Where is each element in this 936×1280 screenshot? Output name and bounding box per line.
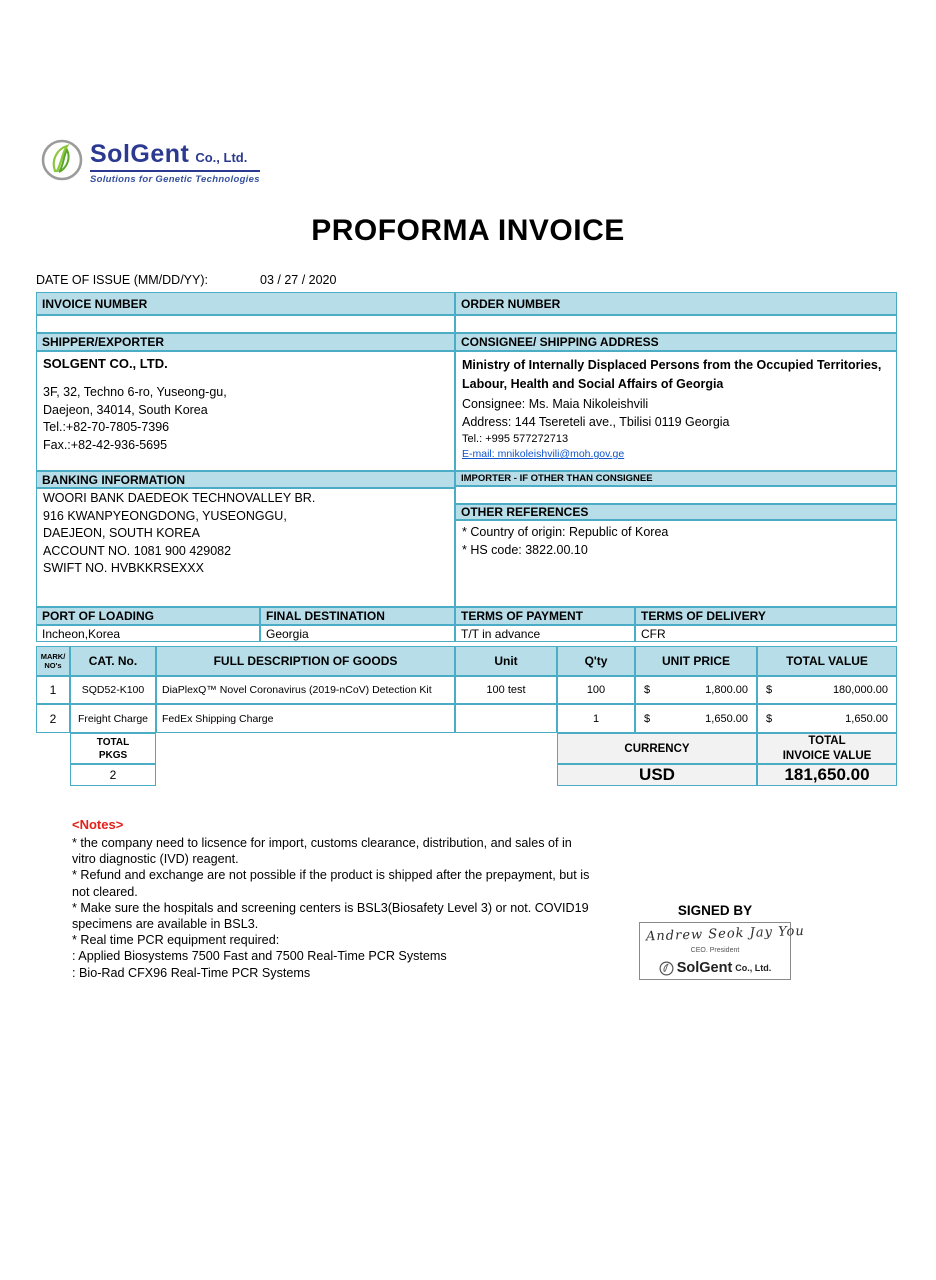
signer-role: CEO. President [690,946,740,954]
invoice-number-value [36,315,455,333]
row1-description: DiaPlexQ™ Novel Coronavirus (2019-nCoV) Detection Kit [156,676,455,704]
hs-code: * HS code: 3822.00.10 [462,543,588,557]
row2-unit-price-amount: 1,650.00 [705,712,748,725]
consignee-name: Ministry of Internally Displaced Persons from the Occupied Territories, Labour, Health and Social Affairs of Georgia [462,358,882,391]
row1-unit-price [635,676,757,704]
importer-header: IMPORTER - IF OTHER THAN CONSIGNEE [455,471,897,486]
consignee-contact: Consignee: Ms. Maia Nikoleishvili [462,397,649,411]
row2-unit-price-currency: $ [644,712,651,725]
row1-total-value [757,676,897,704]
row1-unit-price-amount: 1,800.00 [705,684,748,696]
terms-of-payment-value: T/T in advance [455,625,635,642]
order-number-header: ORDER NUMBER [455,292,897,315]
date-of-issue-value: 03 / 27 / 2020 [260,273,337,287]
company-logo [40,138,260,185]
note-line: * the company need to licsence for import, customs clearance, distribution, and sales of in [72,836,572,850]
col-header-unit-price: UNIT PRICE [635,646,757,676]
stamp-logo [646,960,784,976]
consignee-tel: Tel.: +995 577272713 [462,433,569,445]
total-invoice-label-line1: TOTAL [808,735,846,748]
col-header-total-value: TOTAL VALUE [757,646,897,676]
logo-text [90,138,260,185]
consignee-email-link[interactable]: E-mail: mnikoleishvili@moh.gov.ge [462,448,625,460]
bank-account-no: ACCOUNT NO. 1081 900 429082 [43,543,232,558]
port-of-loading-header: PORT OF LOADING [36,607,260,625]
note-line: vitro diagnostic (IVD) reagent. [72,852,239,867]
notes-title: <Notes> [72,817,124,832]
shipper-header: SHIPPER/EXPORTER [36,333,455,351]
total-invoice-value: 181,650.00 [757,764,897,786]
shipper-name: SOLGENT CO., LTD. [43,356,168,371]
stamp-logo-icon [659,961,674,976]
col-header-mark-line2: NO's [44,661,62,670]
final-destination-value: Georgia [260,625,455,642]
consignee-details [455,351,897,471]
total-pkgs-label [70,733,156,764]
total-pkgs-value: 2 [70,764,156,786]
total-invoice-value-label [757,733,897,764]
handwritten-signature: Andrew Seok Jay You [645,923,805,945]
other-references-details [455,520,897,607]
order-number-value [455,315,897,333]
date-of-issue-label: DATE OF ISSUE (MM/DD/YY): [36,273,208,287]
currency-value: USD [557,764,757,786]
invoice-number-header: INVOICE NUMBER [36,292,455,315]
date-of-issue-row [36,273,336,287]
col-header-unit: Unit [455,646,557,676]
terms-of-delivery-header: TERMS OF DELIVERY [635,607,897,625]
bank-address-2: DAEJEON, SOUTH KOREA [43,526,200,540]
row2-unit-price [635,704,757,733]
total-invoice-label-line2: INVOICE VALUE [782,749,872,762]
signature-section [639,903,805,980]
row2-total-value [757,704,897,733]
banking-details [36,488,455,607]
logo-suffix: Co., Ltd. [195,150,248,165]
consignee-address: Address: 144 Tsereteli ave., Tbilisi 0119 Georgia [462,414,730,429]
banking-header: BANKING INFORMATION [36,471,455,488]
goods-table-row [36,676,897,704]
solgent-leaf-icon [40,138,84,182]
consignee-header: CONSIGNEE/ SHIPPING ADDRESS [455,333,897,351]
shipper-tel: Tel.:+82-70-7805-7396 [43,420,170,434]
col-header-mark-no [36,646,70,676]
note-line: * Refund and exchange are not possible if the product is shipped after the prepayment, but is [72,868,590,883]
shipper-address-1: 3F, 32, Techno 6-ro, Yuseong-gu, [43,385,227,399]
bank-name: WOORI BANK DAEDEOK TECHNOVALLEY BR. [43,491,316,505]
row2-total-amount: 1,650.00 [845,712,888,725]
page-title: PROFORMA INVOICE [311,214,625,247]
row1-total-currency: $ [766,684,773,696]
stamp-company-suffix: Co., Ltd. [735,963,772,973]
terms-of-delivery-value: CFR [635,625,897,642]
signed-by-label: SIGNED BY [677,903,753,918]
row2-total-currency: $ [766,712,773,725]
other-references-header: OTHER REFERENCES [455,504,897,520]
logo-name: SolGent [90,140,190,168]
row2-mark-no: 2 [36,704,70,733]
goods-table-header [36,646,897,676]
col-header-qty: Q'ty [557,646,635,676]
terms-of-payment-header: TERMS OF PAYMENT [455,607,635,625]
bank-swift-no: SWIFT NO. HVBKKRSEXXX [43,561,204,575]
note-line: : Applied Biosystems 7500 Fast and 7500 Real-Time PCR Systems [72,949,447,964]
row1-cat-no: SQD52-K100 [70,676,156,704]
signature-stamp-box [639,922,805,980]
shipper-details [36,351,455,471]
invoice-body [36,292,897,786]
row1-qty: 100 [557,676,635,704]
currency-label: CURRENCY [557,733,757,764]
col-header-description: FULL DESCRIPTION OF GOODS [156,646,455,676]
note-line: : Bio-Rad CFX96 Real-Time PCR Systems [72,965,311,980]
importer-value [455,486,897,504]
goods-table-row [36,704,897,733]
row2-cat-no: Freight Charge [70,704,156,733]
note-line: * Real time PCR equipment required: [72,933,280,948]
row1-unit-price-currency: $ [644,684,651,696]
row2-qty: 1 [557,704,635,733]
row2-unit [455,704,557,733]
col-header-cat-no: CAT. No. [70,646,156,676]
country-of-origin: * Country of origin: Republic of Korea [462,525,669,539]
logo-tagline: Solutions for Genetic Technologies [90,174,260,185]
bank-address-1: 916 KWANPYEONGDONG, YUSEONGGU, [43,508,287,523]
col-header-mark-line1: MARK/ [40,652,66,661]
note-line: specimens are available in BSL3. [72,917,259,932]
total-pkgs-label-line2: PKGS [98,749,128,761]
row1-mark-no: 1 [36,676,70,704]
note-line: not cleared. [72,884,138,899]
note-line: * Make sure the hospitals and screening centers is BSL3(Biosafety Level 3) or not. COVID19 [72,900,589,915]
notes-section [72,817,632,981]
total-pkgs-label-line1: TOTAL [96,736,130,748]
stamp-company-name: SolGent [676,960,733,976]
final-destination-header: FINAL DESTINATION [260,607,455,625]
row1-unit: 100 test [455,676,557,704]
row2-description: FedEx Shipping Charge [156,704,455,733]
row1-total-amount: 180,000.00 [832,684,888,696]
shipper-address-2: Daejeon, 34014, South Korea [43,402,208,417]
shipper-fax: Fax.:+82-42-936-5695 [43,437,168,452]
port-of-loading-value: Incheon,Korea [36,625,260,642]
